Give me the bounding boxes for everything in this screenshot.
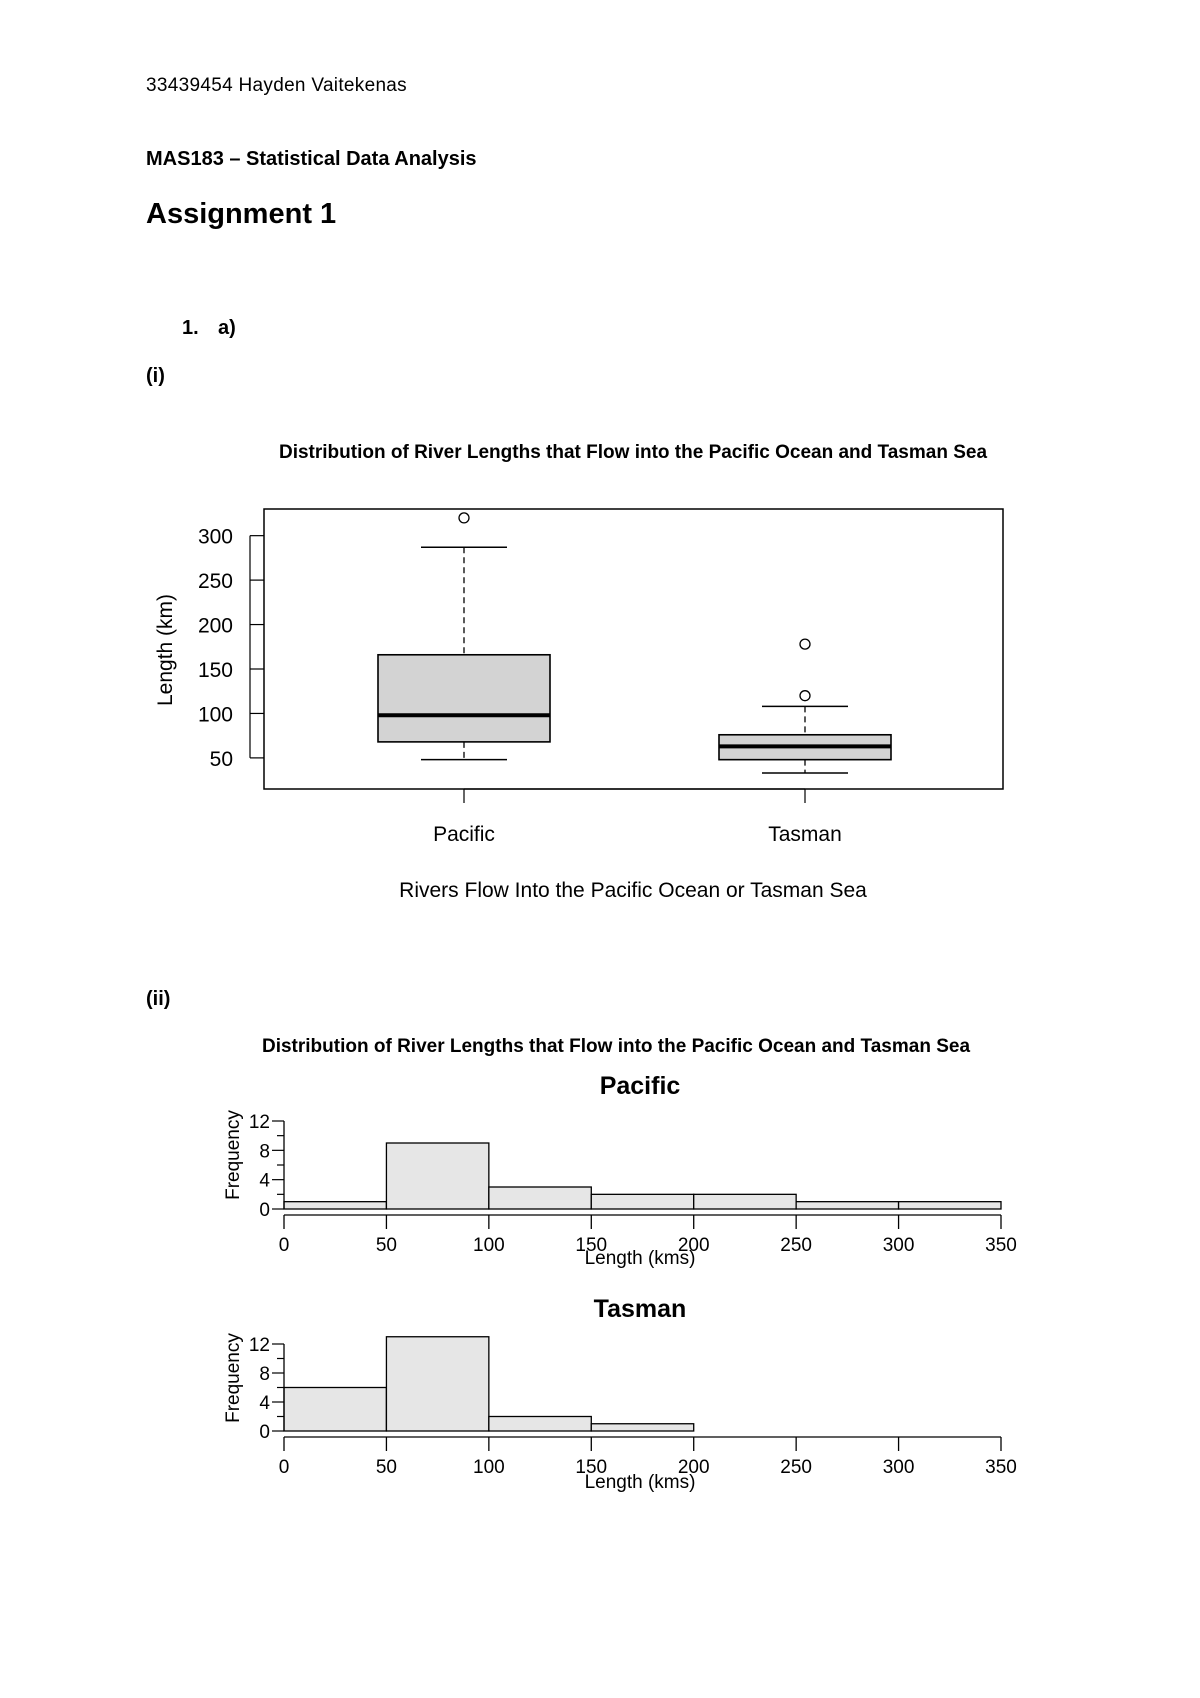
boxplot-box — [378, 655, 550, 742]
student-info-line: 33439454 Hayden Vaitekenas — [146, 75, 407, 96]
histogram-tasman-title: Tasman — [593, 1295, 687, 1323]
boxplot-x-label: Rivers Flow Into the Pacific Ocean or Tasman Sea — [399, 879, 867, 902]
histogram-y-tick-label: 12 — [248, 1335, 270, 1356]
boxplot-y-tick-label: 150 — [197, 659, 233, 682]
histogram-y-tick-label: 8 — [259, 1141, 270, 1163]
boxplot-x-tick-label: Pacific — [433, 823, 495, 846]
boxplot-frame — [264, 509, 1003, 789]
subpart-ii-label: (ii) — [146, 988, 171, 1010]
histogram-y-tick-label: 4 — [259, 1170, 270, 1192]
boxplot-y-label: Length (km) — [154, 593, 177, 707]
histogram-x-tick-label: 350 — [985, 1457, 1017, 1478]
histogram-pacific-x-label: Length (kms) — [584, 1248, 696, 1269]
histogram-y-tick-label: 4 — [259, 1393, 270, 1414]
histogram-x-tick-label: 50 — [375, 1457, 397, 1478]
histogram-x-tick-label: 250 — [780, 1457, 812, 1478]
histogram-x-tick-label: 200 — [677, 1457, 710, 1478]
boxplot-outlier-point — [800, 691, 810, 701]
histogram-x-tick-label: 200 — [677, 1235, 710, 1256]
histogram-x-tick-label: 100 — [473, 1457, 505, 1478]
histogram-x-tick-label: 50 — [375, 1235, 397, 1256]
question-number: 1. — [182, 317, 199, 339]
subpart-i-label: (i) — [146, 365, 165, 387]
question-part: a) — [218, 317, 236, 339]
histogram-x-tick-label: 100 — [473, 1235, 505, 1256]
histogram-x-tick-label: 0 — [278, 1235, 290, 1256]
histogram-pacific-y-label: Frequency — [223, 1110, 244, 1200]
histogram-y-tick-label: 0 — [259, 1200, 270, 1221]
histogram-x-tick-label: 0 — [278, 1457, 290, 1478]
boxplot-y-tick-label: 100 — [197, 703, 233, 727]
boxplot-y-tick-label: 50 — [209, 747, 233, 771]
histogram-x-tick-label: 300 — [882, 1235, 915, 1256]
histogram-x-tick-label: 250 — [780, 1235, 812, 1256]
histogram-x-tick-label: 150 — [575, 1235, 608, 1256]
histogram-x-tick-label: 150 — [575, 1457, 608, 1478]
histogram-y-tick-label: 0 — [259, 1422, 270, 1443]
histogram-tasman-x-label: Length (kms) — [584, 1472, 696, 1493]
histogram-y-tick-label: 12 — [248, 1112, 270, 1133]
boxplot-y-tick-label: 300 — [197, 525, 233, 549]
histogram-y-tick-label: 8 — [259, 1364, 270, 1385]
course-title: MAS183 – Statistical Data Analysis — [146, 148, 477, 170]
histogram-x-tick-label: 350 — [985, 1235, 1017, 1256]
boxplot-outlier-point — [800, 639, 810, 649]
boxplot-y-tick-label: 200 — [197, 614, 233, 638]
assignment-title: Assignment 1 — [146, 198, 337, 230]
histogram-pacific-title: Pacific — [599, 1072, 681, 1100]
histogram-main-title: Distribution of River Lengths that Flow into the Pacific Ocean and Tasman Sea — [261, 1036, 971, 1057]
boxplot-outlier-point — [459, 513, 469, 523]
boxplot-y-tick-label: 250 — [197, 570, 233, 594]
histogram-x-tick-label: 300 — [882, 1457, 915, 1478]
boxplot-x-tick-label: Tasman — [768, 823, 842, 846]
histogram-tasman-y-label: Frequency — [223, 1333, 244, 1423]
boxplot-title: Distribution of River Lengths that Flow into the Pacific Ocean and Tasman Sea — [278, 442, 988, 463]
